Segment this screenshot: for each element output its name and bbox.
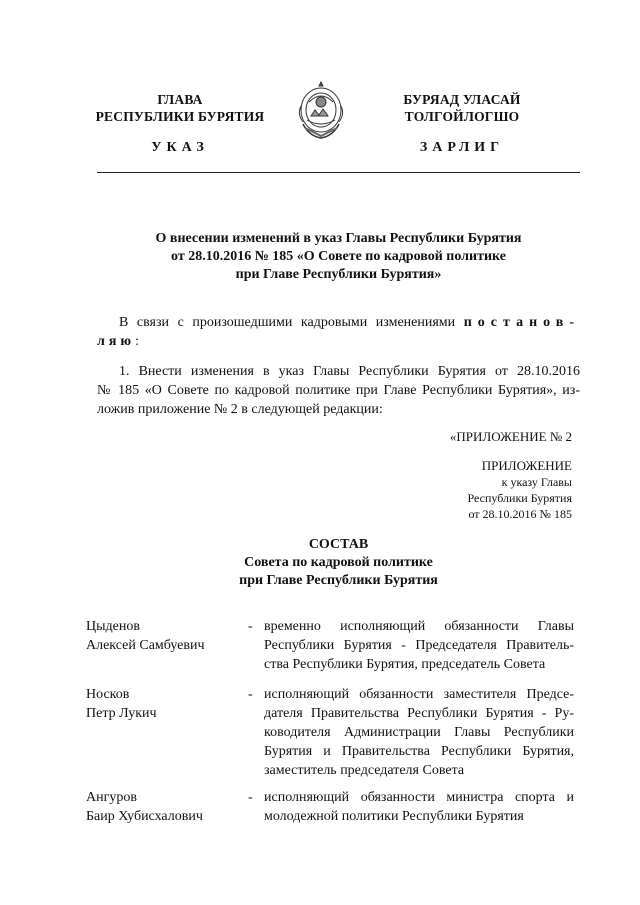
member-role-line: временно исполняющий обязанности Главы xyxy=(264,619,574,634)
member-role-line: молодежной политики Республики Бурятия xyxy=(264,809,524,824)
issuer-left xyxy=(90,91,270,125)
member-name xyxy=(86,788,246,826)
member-role xyxy=(264,685,574,780)
member-role-line: ства Республики Бурятия, председатель Совета xyxy=(264,657,546,672)
title-line2: от 28.10.2016 № 185 «О Совете по кадровой политике xyxy=(171,249,506,264)
member-dash: - xyxy=(248,687,253,702)
composition-title: СОСТАВ xyxy=(308,537,369,552)
appendix-line2: Республики Бурятия xyxy=(467,491,572,505)
member-surname: Ангуров xyxy=(86,790,137,805)
member-given-name: Алексей Самбуевич xyxy=(86,638,205,653)
doc-type-right: ЗАРЛИГ xyxy=(419,140,505,155)
member-role-line: исполняющий обязанности министра спорта и xyxy=(264,790,574,805)
item1-line1: 1. Внести изменения в указ Главы Республики Бурятия от 28.10.2016 xyxy=(119,364,580,379)
member-role-line: исполняющий обязанности заместителя Предсе- xyxy=(264,687,574,702)
intro-paragraph xyxy=(97,313,580,351)
member-dash: - xyxy=(248,619,253,634)
member-role xyxy=(264,788,574,826)
member-surname: Цыденов xyxy=(86,619,140,634)
composition-line1: Совета по кадровой политике xyxy=(244,555,433,570)
appendix-block xyxy=(360,457,572,522)
appendix-label: ПРИЛОЖЕНИЕ xyxy=(481,458,572,473)
member-name xyxy=(86,617,246,655)
issuer-left-line1: ГЛАВА xyxy=(157,92,203,107)
issuer-right xyxy=(372,91,552,125)
issuer-right-line1: БУРЯАД УЛАСАЙ xyxy=(403,92,521,107)
composition-line2: при Главе Республики Бурятия xyxy=(239,573,438,588)
document-title xyxy=(97,230,580,284)
member-role-line: Бурятия и Правительства Республики Бурятия, xyxy=(264,744,574,759)
item1-line2: № 185 «О Совете по кадровой политике при Главе Республики Бурятия», из- xyxy=(97,383,580,398)
decree-word-part1: постанов- xyxy=(463,315,581,330)
issuer-left-line2: РЕСПУБЛИКИ БУРЯТИЯ xyxy=(95,109,265,124)
item1-line3: ложив приложение № 2 в следующей редакции: xyxy=(97,402,383,417)
member-given-name: Петр Лукич xyxy=(86,706,157,721)
appendix-line3: от 28.10.2016 № 185 xyxy=(468,507,572,521)
member-role-line: дателя Правительства Республики Бурятия - Ру- xyxy=(264,706,574,721)
member-role-line: Республики Бурятия - Председателя Правитель- xyxy=(264,638,574,653)
member-surname: Носков xyxy=(86,687,130,702)
member-given-name: Баир Хубисхалович xyxy=(86,809,203,824)
title-line3: при Главе Республики Бурятия» xyxy=(235,267,442,282)
header-divider xyxy=(97,172,580,173)
intro-colon: : xyxy=(135,334,140,349)
appendix-quote-label: «ПРИЛОЖЕНИЕ № 2 xyxy=(449,429,572,444)
member-name xyxy=(86,685,246,723)
member-role xyxy=(264,617,574,674)
intro-text: В связи с произошедшими кадровыми изменениями xyxy=(119,315,456,330)
member-dash: - xyxy=(248,790,253,805)
title-line1: О внесении изменений в указ Главы Республики Бурятия xyxy=(155,231,522,246)
composition-heading xyxy=(97,536,580,590)
decree-word-part2: ляю xyxy=(97,334,136,349)
member-role-line: заместитель председателя Совета xyxy=(264,763,465,778)
item-1 xyxy=(97,362,580,419)
doc-type-left: УКАЗ xyxy=(151,140,209,155)
coat-of-arms-icon xyxy=(295,80,347,142)
appendix-line1: к указу Главы xyxy=(501,475,572,489)
member-role-line: ководителя Администрации Главы Республики xyxy=(264,725,574,740)
issuer-right-line2: ТОЛГОЙЛОГШО xyxy=(404,109,520,124)
